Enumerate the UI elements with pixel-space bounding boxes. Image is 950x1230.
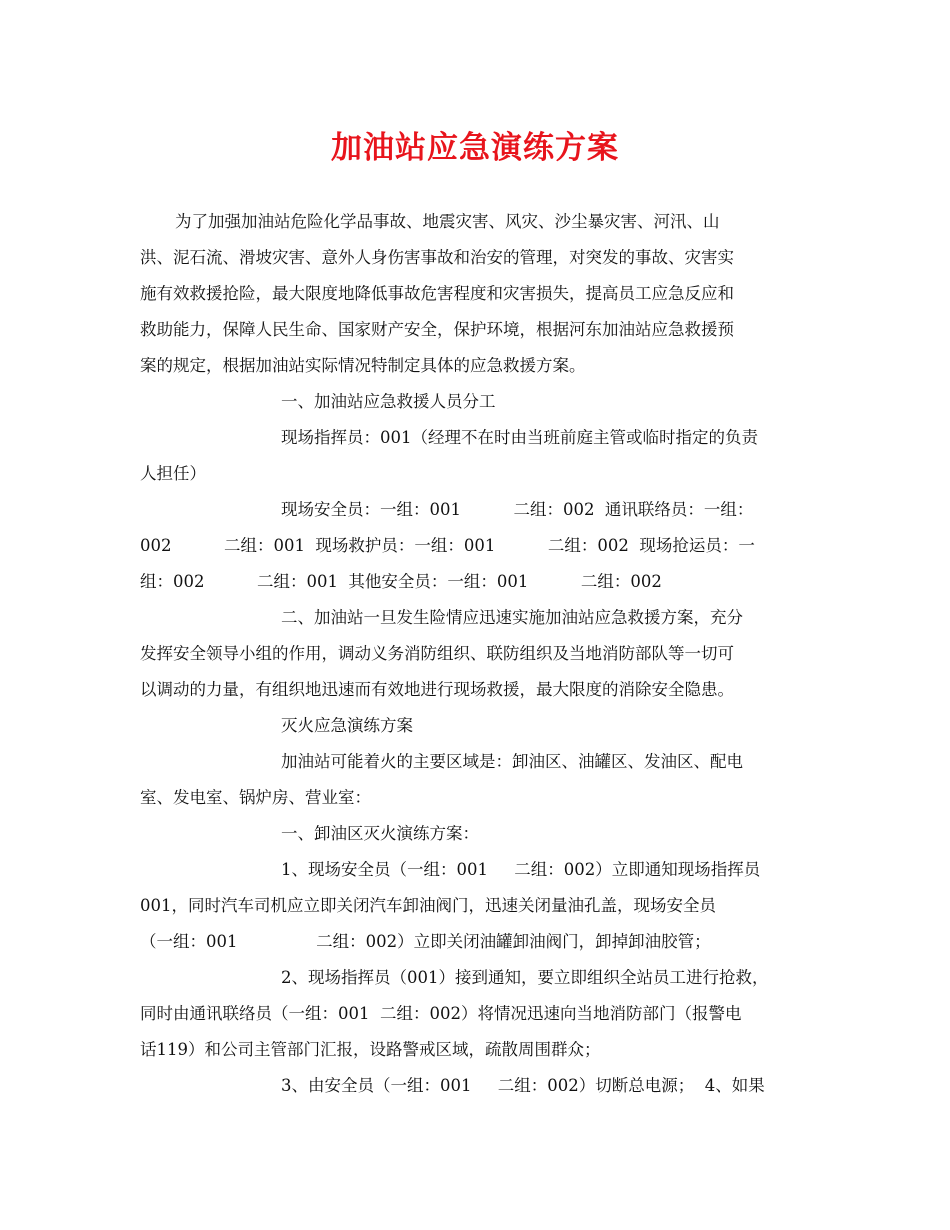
text-line: 同时由通讯联络员（一组：001 二组：002）将情况迅速向当地消防部门（报警电 (140, 1004, 742, 1023)
text-line: 3、由安全员（一组：001 二组：002）切断总电源； 4、如果 (281, 1076, 765, 1095)
text-line: 人担任） (140, 464, 206, 483)
text-line: 为了加强加油站危险化学品事故、地震灾害、风灾、沙尘暴灾害、河汛、山 (175, 212, 720, 231)
text-line: 现场指挥员：001（经理不在时由当班前庭主管或临时指定的负责 (281, 428, 758, 447)
text-line: 加油站可能着火的主要区域是：卸油区、油罐区、发油区、配电 (281, 752, 743, 771)
text-line: 救助能力，保障人民生命、国家财产安全，保护环境，根据河东加油站应急救援预 (140, 320, 734, 339)
text-line: 2、现场指挥员（001）接到通知，要立即组织全站员工进行抢救， (281, 968, 769, 987)
text-line: 001，同时汽车司机应立即关闭汽车卸油阀门，迅速关闭量油孔盖，现场安全员 (140, 896, 716, 915)
text-line: 组：002 二组：001 其他安全员：一组：001 二组：002 (140, 572, 662, 591)
text-line: 一、卸油区灭火演练方案： (281, 824, 479, 843)
text-line: 施有效救援抢险，最大限度地降低事故危害程度和灾害损失，提高员工应急反应和 (140, 284, 734, 303)
text-line: 洪、泥石流、滑坡灾害、意外人身伤害事故和治安的管理，对突发的事故、灾害实 (140, 248, 734, 267)
document-body (140, 204, 812, 1104)
text-line: 002 二组：001 现场救护员：一组：001 二组：002 现场抢运员：一 (140, 536, 755, 555)
text-line: 二、加油站一旦发生险情应迅速实施加油站应急救援方案，充分 (281, 608, 743, 627)
text-line: 现场安全员：一组：001 二组：002 通讯联络员：一组： (281, 500, 754, 519)
text-line: 灭火应急演练方案 (281, 716, 413, 735)
document-title: 加油站应急演练方案 (331, 130, 619, 166)
text-line: 1、现场安全员（一组：001 二组：002）立即通知现场指挥员 (281, 860, 761, 879)
text-line: 案的规定，根据加油站实际情况特制定具体的应急救援方案。 (140, 356, 586, 375)
text-line: 以调动的力量，有组织地迅速而有效地进行现场救援，最大限度的消除安全隐患。 (140, 680, 734, 699)
text-line: （一组：001 二组：002）立即关闭油罐卸油阀门，卸掉卸油胶管； (140, 932, 711, 951)
text-line: 室、发电室、锅炉房、营业室： (140, 788, 371, 807)
text-line: 话119）和公司主管部门汇报，设路警戒区域，疏散周围群众； (140, 1040, 601, 1059)
text-line: 发挥安全领导小组的作用，调动义务消防组织、联防组织及当地消防部队等一切可 (140, 644, 734, 663)
text-line: 一、加油站应急救援人员分工 (281, 392, 496, 411)
